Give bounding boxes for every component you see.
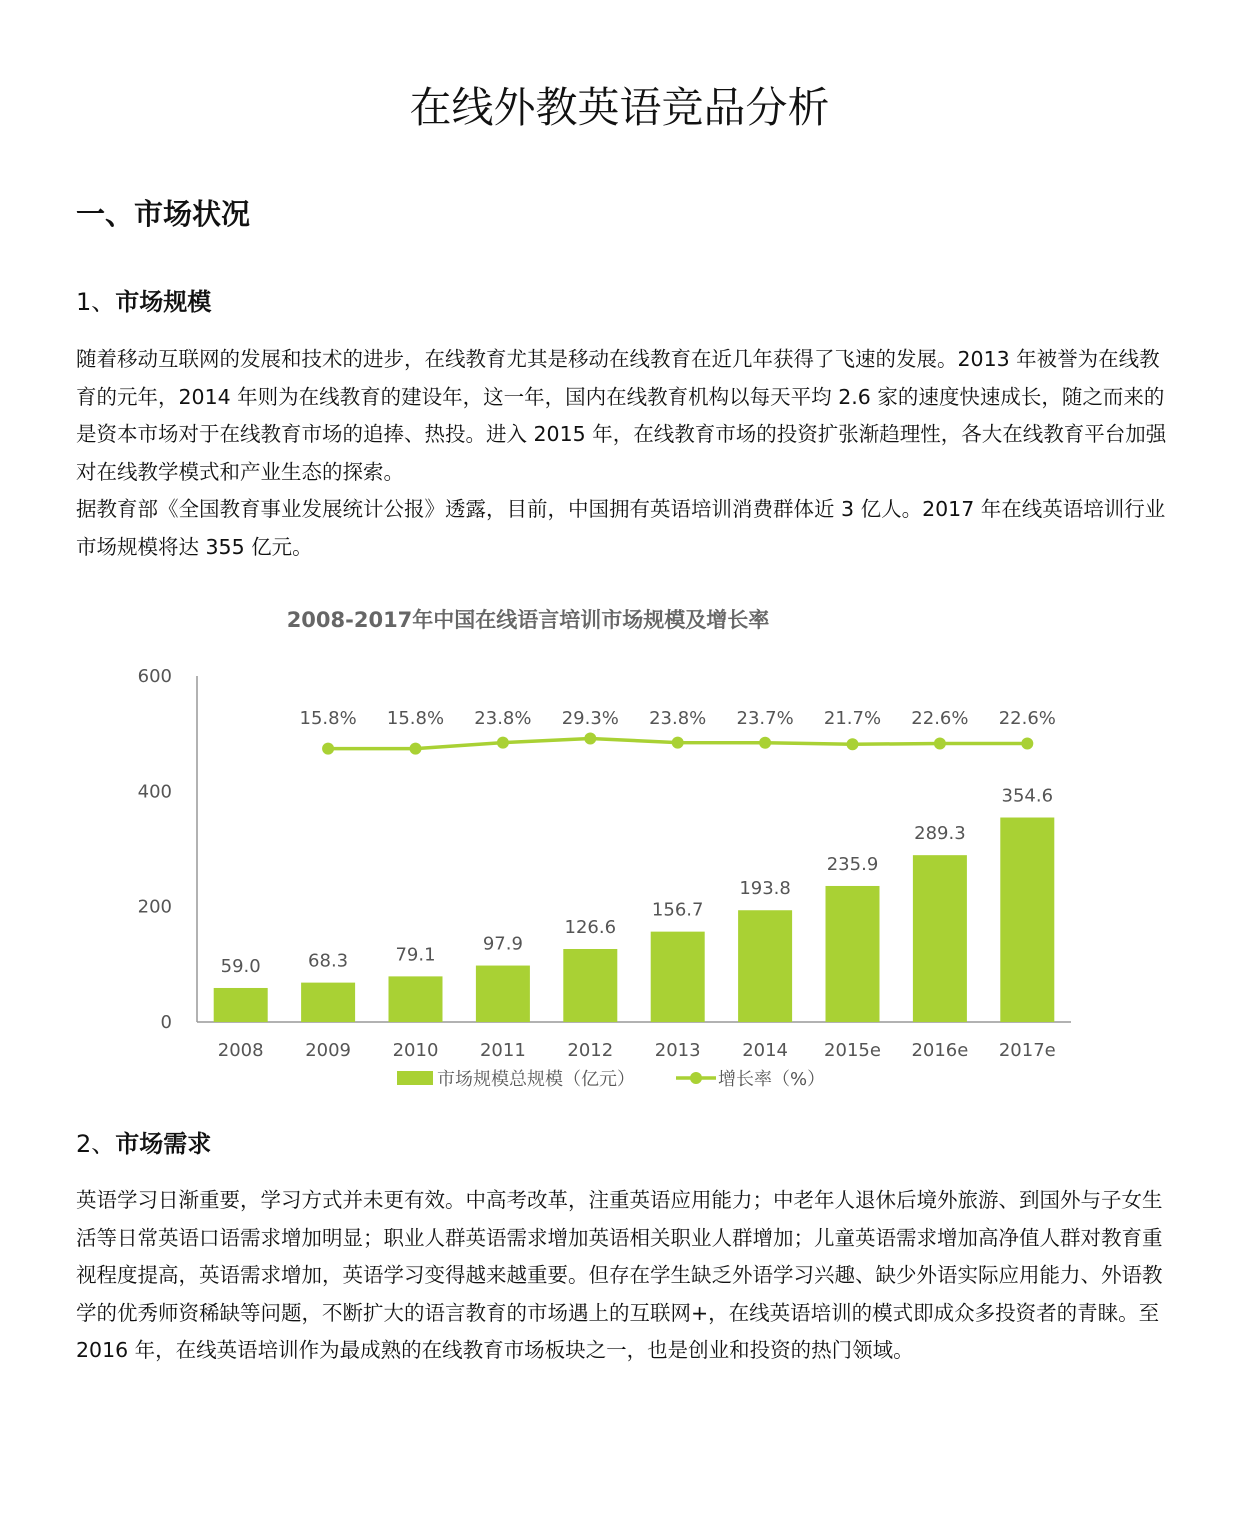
growth-rate-label: 15.8% <box>299 708 357 729</box>
x-tick-label: 2015e <box>824 1040 881 1061</box>
x-tick-label: 2013 <box>654 1040 701 1061</box>
y-tick-label: 400 <box>137 781 172 803</box>
bar-value-label: 97.9 <box>482 933 523 955</box>
growth-rate-label: 29.3% <box>561 708 619 729</box>
subheading-text: 市场需求 <box>115 1130 212 1158</box>
growth-rate-point <box>410 743 422 755</box>
x-tick-label: 2010 <box>392 1040 439 1061</box>
growth-rate-point <box>1021 738 1033 750</box>
bar-value-label: 68.3 <box>308 950 349 972</box>
legend-line-marker <box>690 1072 702 1084</box>
bar <box>826 886 880 1022</box>
x-tick-label: 2009 <box>305 1040 352 1061</box>
market-demand-paragraph: 英语学习日渐重要，学习方式并未更有效。中高考改革，注重英语应用能力；中老年人退休后境外旅游、到国外与子女生活等日常英语口语需求增加明显；职业人群英语需求增加英语相关职业人群增加；儿童英语需求增加高净值人群对教育重视程度提高，英语需求增加，英语学习变得越来越重要。但存在学生缺乏外语学习兴趣、缺少外语实际应用能力、外语教学的优秀师资稀缺等问题，不断扩大的语言教育的市场遇上的互联网+，在线英语培训的模式即成众多投资者的青睐。至 2016 年，在线英语培训作为最成熟的在线教育市场板块之一，也是创业和投资的热门领域。 <box>76 1188 1163 1362</box>
growth-rate-label: 22.6% <box>998 708 1056 729</box>
subheading-market-demand <box>76 1127 211 1161</box>
growth-rate-point <box>497 737 509 749</box>
bar <box>476 966 530 1022</box>
y-tick-label: 600 <box>137 666 172 687</box>
y-tick-label: 200 <box>137 896 172 918</box>
bar-value-label: 193.8 <box>739 878 791 900</box>
growth-rate-label: 21.7% <box>823 708 882 729</box>
bar-value-label: 156.7 <box>651 899 704 921</box>
growth-rate-point <box>672 737 684 749</box>
x-tick-label: 2008 <box>217 1040 264 1061</box>
section-heading-market-status: 一、市场状况 <box>76 197 251 231</box>
market-demand-text <box>76 1182 1168 1370</box>
growth-rate-label: 23.7% <box>736 708 794 729</box>
growth-rate-point <box>934 738 946 750</box>
x-tick-label: 2011 <box>479 1040 526 1061</box>
growth-rate-point <box>847 738 859 750</box>
subheading-number: 1、 <box>76 288 116 316</box>
x-tick-label: 2017e <box>998 1040 1056 1061</box>
bar <box>651 932 705 1022</box>
growth-rate-point <box>584 733 596 745</box>
growth-rate-label: 23.8% <box>474 708 532 729</box>
market-size-paragraph-2: 据教育部《全国教育事业发展统计公报》透露，目前，中国拥有英语培训消费群体近 3 亿人。2017 年在线英语培训行业市场规模将达 355 亿元。 <box>76 497 1166 559</box>
bar <box>389 976 443 1022</box>
market-size-text <box>76 341 1168 566</box>
bar <box>214 988 268 1022</box>
bar-value-label: 59.0 <box>220 955 261 977</box>
bar-value-label: 235.9 <box>826 853 879 875</box>
growth-rate-label: 22.6% <box>911 708 969 729</box>
bar-value-label: 126.6 <box>564 916 617 938</box>
legend-bar-swatch <box>397 1071 433 1085</box>
legend-line-label: 增长率（%） <box>718 1069 826 1090</box>
growth-rate-point <box>759 737 771 749</box>
bar-value-label: 354.6 <box>1001 785 1054 807</box>
bar <box>738 910 792 1022</box>
chart-title: 2008-2017年中国在线语言培训市场规模及增长率 <box>286 608 770 632</box>
bar <box>301 983 355 1022</box>
bar <box>913 855 967 1022</box>
document-title: 在线外教英语竞品分析 <box>409 83 830 132</box>
y-tick-label: 0 <box>160 1012 172 1033</box>
x-tick-label: 2012 <box>567 1040 614 1061</box>
growth-rate-label: 23.8% <box>649 708 707 729</box>
subheading-text: 市场规模 <box>115 288 212 316</box>
bar <box>563 949 617 1022</box>
growth-rate-label: 15.8% <box>386 708 445 729</box>
growth-rate-point <box>322 743 334 755</box>
x-tick-label: 2014 <box>742 1040 789 1061</box>
market-size-paragraph-1: 随着移动互联网的发展和技术的进步，在线教育尤其是移动在线教育在近几年获得了飞速的发展。2013 年被誉为在线教育的元年，2014 年则为在线教育的建设年，这一年，国内在线教育机构以每天平均 2.6 家的速度快速成长，随之而来的是资本市场对于在线教育市场的追捧、热投。进入 2015 年，在线教育市场的投资扩张渐趋理性，各大在线教育平台加强对在线教学模式和产业生态的探索。 <box>76 347 1167 484</box>
subheading-number: 2、 <box>76 1130 116 1158</box>
subheading-market-size <box>76 285 211 319</box>
x-tick-label: 2016e <box>911 1040 969 1061</box>
market-size-chart <box>120 592 1120 1102</box>
bar <box>1000 818 1054 1022</box>
bar-value-label: 289.3 <box>914 823 966 845</box>
bar-value-label: 79.1 <box>395 944 436 966</box>
legend-bar-label: 市场规模总规模（亿元） <box>437 1069 635 1090</box>
